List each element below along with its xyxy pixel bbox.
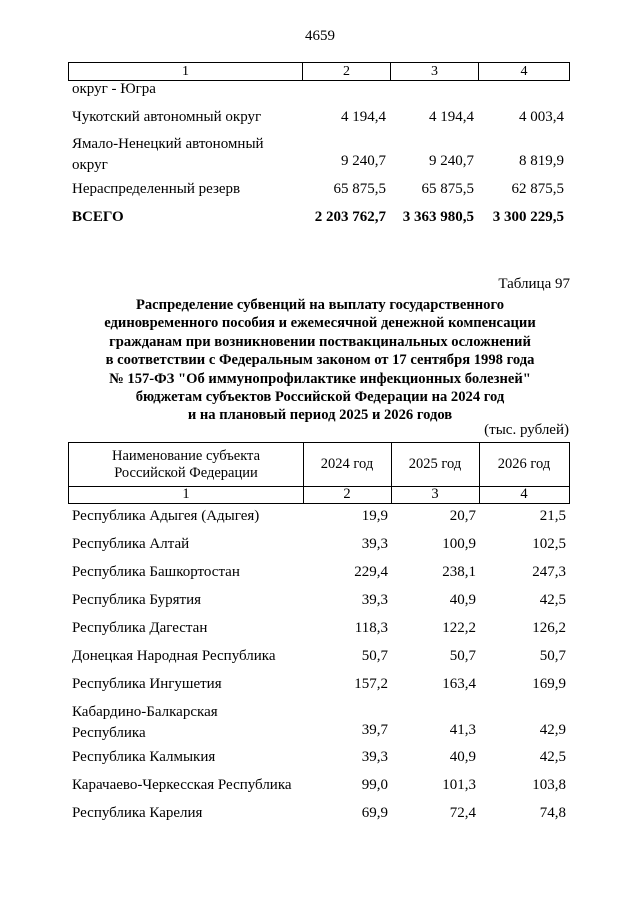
col-header-2024: 2024 год bbox=[320, 456, 374, 472]
value-2024: 50,7 bbox=[361, 648, 388, 664]
value-2026: 126,2 bbox=[532, 620, 566, 636]
title-line: гражданам при возникновении поствакцинальных осложнений bbox=[109, 333, 531, 350]
value-2024: 157,2 bbox=[354, 676, 388, 692]
value-2026: 102,5 bbox=[532, 536, 566, 552]
value-2025: 40,9 bbox=[449, 592, 476, 608]
value-2025: 122,2 bbox=[442, 620, 476, 636]
page-number: 4659 bbox=[305, 28, 335, 44]
region-name: Республика Алтай bbox=[72, 536, 190, 552]
value-2024: 39,3 bbox=[361, 592, 388, 608]
row-name: Чукотский автономный округ bbox=[72, 109, 262, 125]
value-2026: 50,7 bbox=[539, 648, 566, 664]
value-2026: 62 875,5 bbox=[511, 181, 564, 197]
title-line: единовременного пособия и ежемесячной денежной компенсации bbox=[104, 315, 536, 332]
value-2026: 169,9 bbox=[532, 676, 566, 692]
value-2024: 39,7 bbox=[361, 722, 388, 738]
value-2024: 39,3 bbox=[361, 749, 388, 765]
prev-col-2: 2 bbox=[303, 63, 391, 80]
value-2025: 50,7 bbox=[449, 648, 476, 664]
title-line: Распределение субвенций на выплату государственного bbox=[135, 297, 505, 313]
col-header-name bbox=[69, 443, 303, 486]
value-2024: 39,3 bbox=[361, 536, 388, 552]
value-2025: 72,4 bbox=[449, 805, 476, 821]
value-2024: 69,9 bbox=[361, 805, 388, 821]
main-table-header bbox=[68, 442, 570, 504]
col-number-2: 2 bbox=[343, 486, 351, 502]
value-2025: 101,3 bbox=[442, 777, 476, 793]
region-name: Республика Бурятия bbox=[72, 592, 202, 608]
region-name: Республика Адыгея (Адыгея) bbox=[72, 508, 260, 524]
col-header-name-line: Российской Федерации bbox=[114, 464, 258, 481]
prev-col-3: 3 bbox=[391, 63, 479, 80]
total-2026: 3 300 229,5 bbox=[492, 209, 564, 225]
col-header-2026: 2026 год bbox=[497, 456, 551, 472]
value-2025: 20,7 bbox=[449, 508, 476, 524]
value-2026: 103,8 bbox=[532, 777, 566, 793]
row-name bbox=[72, 134, 302, 176]
region-name-line: Республика bbox=[72, 725, 146, 741]
value-2025: 65 875,5 bbox=[421, 181, 474, 197]
col-number-4: 4 bbox=[520, 486, 528, 502]
row-name: округ - Югра bbox=[72, 81, 156, 97]
value-2026: 4 003,4 bbox=[519, 109, 564, 125]
value-2024: 4 194,4 bbox=[341, 109, 386, 125]
region-name: Республика Дагестан bbox=[72, 620, 208, 636]
total-2024: 2 203 762,7 bbox=[314, 209, 386, 225]
value-2026: 42,9 bbox=[539, 722, 566, 738]
prev-col-1: 1 bbox=[69, 63, 303, 80]
title-line: бюджетам субъектов Российской Федерации на 2024 год bbox=[135, 389, 505, 406]
value-2024: 9 240,7 bbox=[341, 153, 386, 169]
value-2024: 99,0 bbox=[361, 777, 388, 793]
region-name: Республика Ингушетия bbox=[72, 676, 222, 692]
value-2025: 9 240,7 bbox=[429, 153, 474, 169]
value-2026: 8 819,9 bbox=[519, 153, 564, 169]
col-number-1: 1 bbox=[182, 486, 190, 502]
region-name: Карачаево-Черкесская Республика bbox=[72, 777, 292, 793]
value-2026: 247,3 bbox=[532, 564, 566, 580]
col-number-3: 3 bbox=[431, 486, 439, 502]
title-line: и на плановый период 2025 и 2026 годов bbox=[187, 407, 453, 424]
region-name-line: Кабардино-Балкарская bbox=[72, 704, 218, 720]
total-label: ВСЕГО bbox=[72, 209, 124, 225]
table-title bbox=[60, 296, 580, 425]
value-2025: 41,3 bbox=[449, 722, 476, 738]
region-name: Республика Башкортостан bbox=[72, 564, 240, 580]
value-2024: 19,9 bbox=[361, 508, 388, 524]
title-line: в соответствии с Федеральным законом от 17 сентября 1998 года bbox=[105, 352, 535, 369]
col-header-2025: 2025 год bbox=[408, 456, 462, 472]
value-2025: 4 194,4 bbox=[429, 109, 474, 125]
table-label: Таблица 97 bbox=[498, 276, 570, 292]
region-name: Республика Карелия bbox=[72, 805, 203, 821]
region-name: Республика Калмыкия bbox=[72, 749, 216, 765]
title-line: № 157-ФЗ "Об иммунопрофилактике инфекционных болезней" bbox=[109, 370, 531, 387]
prev-col-4: 4 bbox=[520, 63, 528, 79]
col-header-name-line: Наименование субъекта bbox=[111, 447, 261, 464]
total-2025: 3 363 980,5 bbox=[402, 209, 474, 225]
region-name bbox=[72, 702, 304, 744]
value-2026: 21,5 bbox=[539, 508, 566, 524]
value-2026: 42,5 bbox=[539, 749, 566, 765]
value-2025: 163,4 bbox=[442, 676, 476, 692]
value-2025: 40,9 bbox=[449, 749, 476, 765]
region-name: Донецкая Народная Республика bbox=[72, 648, 276, 664]
row-name-line: Ямало-Ненецкий автономный bbox=[72, 136, 264, 152]
value-2024: 118,3 bbox=[354, 620, 388, 636]
value-2024: 229,4 bbox=[354, 564, 388, 580]
value-2024: 65 875,5 bbox=[333, 181, 386, 197]
value-2026: 74,8 bbox=[539, 805, 566, 821]
row-name: Нераспределенный резерв bbox=[72, 181, 241, 197]
value-2025: 238,1 bbox=[442, 564, 476, 580]
row-name-line: округ bbox=[72, 157, 108, 173]
units-label: (тыс. рублей) bbox=[484, 422, 569, 438]
value-2025: 100,9 bbox=[442, 536, 476, 552]
value-2026: 42,5 bbox=[539, 592, 566, 608]
